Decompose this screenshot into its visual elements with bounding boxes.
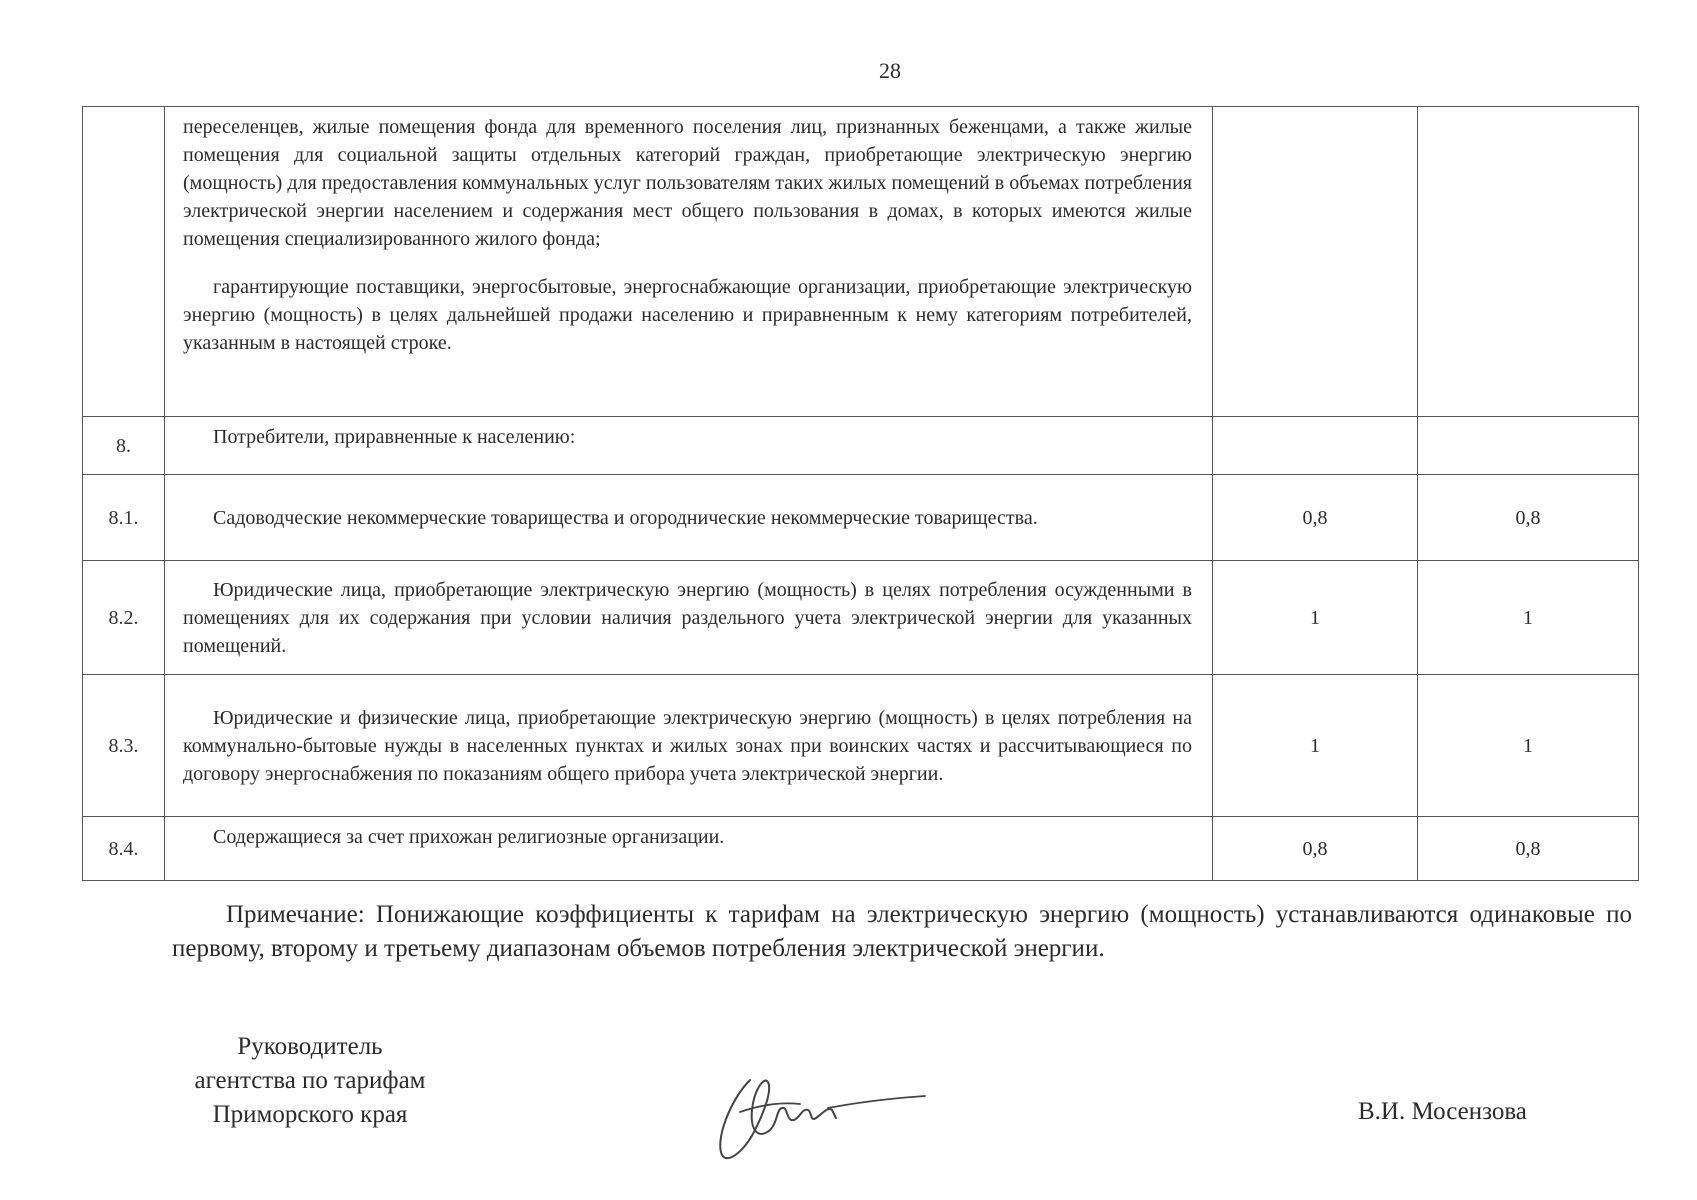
row-value-1 <box>1213 107 1418 417</box>
position-line: Руководитель <box>237 1033 383 1060</box>
row-value-2 <box>1418 107 1639 417</box>
position-line: агентства по тарифам <box>194 1067 426 1094</box>
row-number: 8.4. <box>83 817 165 881</box>
table-row-8-3 <box>83 675 1639 817</box>
signatory-position <box>165 1030 455 1132</box>
row-value-2: 0,8 <box>1418 475 1639 561</box>
row-number: 8.1. <box>83 475 165 561</box>
row-number: 8.2. <box>83 561 165 675</box>
row-value-1: 1 <box>1213 561 1418 675</box>
handwritten-signature <box>710 1060 930 1170</box>
row-description: Содержащиеся за счет прихожан религиозные организации. <box>165 817 1213 881</box>
page-number: 28 <box>879 58 901 83</box>
row-description: Садоводческие некоммерческие товарищества и огороднические некоммерческие товарищества. <box>165 475 1213 561</box>
table-row-8-4 <box>83 817 1639 881</box>
row-value-1: 0,8 <box>1213 817 1418 881</box>
note-paragraph: Примечание: Понижающие коэффициенты к тарифам на электрическую энергию (мощность) устанавливаются одинаковые по первому, второму и третьему диапазонам объемов потребления электрической энергии. <box>172 901 1632 962</box>
row-paragraph: гарантирующие поставщики, энергосбытовые, энергоснабжающие организации, приобретающие электрическую энергию (мощность) в целях дальнейшей продажи населению и приравненным к нему категориям потребителей, указанным в настоящей строке. <box>183 276 1192 354</box>
table-row-8-1 <box>83 475 1639 561</box>
row-description <box>165 107 1213 417</box>
row-value-1: 1 <box>1213 675 1418 817</box>
table-row-8-2 <box>83 561 1639 675</box>
row-value-2: 0,8 <box>1418 817 1639 881</box>
table-row-8 <box>83 417 1639 475</box>
row-value-2: 1 <box>1418 561 1639 675</box>
row-description: Потребители, приравненные к населению: <box>165 417 1213 475</box>
row-number: 8. <box>83 417 165 475</box>
tariff-coefficients-table <box>82 106 1639 881</box>
row-value-1: 0,8 <box>1213 475 1418 561</box>
signatory-name: В.И. Мосензова <box>1358 1098 1527 1125</box>
row-value-1 <box>1213 417 1418 475</box>
row-description: Юридические лица, приобретающие электрическую энергию (мощность) в целях потребления осужденными в помещениях для их содержания при условии наличия раздельного учета электрической энергии для указанных помещений. <box>165 561 1213 675</box>
row-number: 8.3. <box>83 675 165 817</box>
row-number <box>83 107 165 417</box>
row-value-2 <box>1418 417 1639 475</box>
position-line: Приморского края <box>212 1101 408 1128</box>
table-row-continuation <box>83 107 1639 417</box>
row-paragraph: переселенцев, жилые помещения фонда для временного поселения лиц, признанных беженцами, а также жилые помещения для социальной защиты отдельных категорий граждан, приобретающие электрическую энергию (мощность) для предоставления коммунальных услуг пользователям таких жилых помещений в объемах потребления электрической энергии населением и содержания мест общего пользования в домах, в которых имеются жилые помещения специализированного жилого фонда; <box>183 116 1192 250</box>
row-description: Юридические и физические лица, приобретающие электрическую энергию (мощность) в целях потребления на коммунально-бытовые нужды в населенных пунктах и жилых зонах при воинских частях и рассчитывающиеся по договору энергоснабжения по показаниям общего прибора учета электрической энергии. <box>165 675 1213 817</box>
row-value-2: 1 <box>1418 675 1639 817</box>
